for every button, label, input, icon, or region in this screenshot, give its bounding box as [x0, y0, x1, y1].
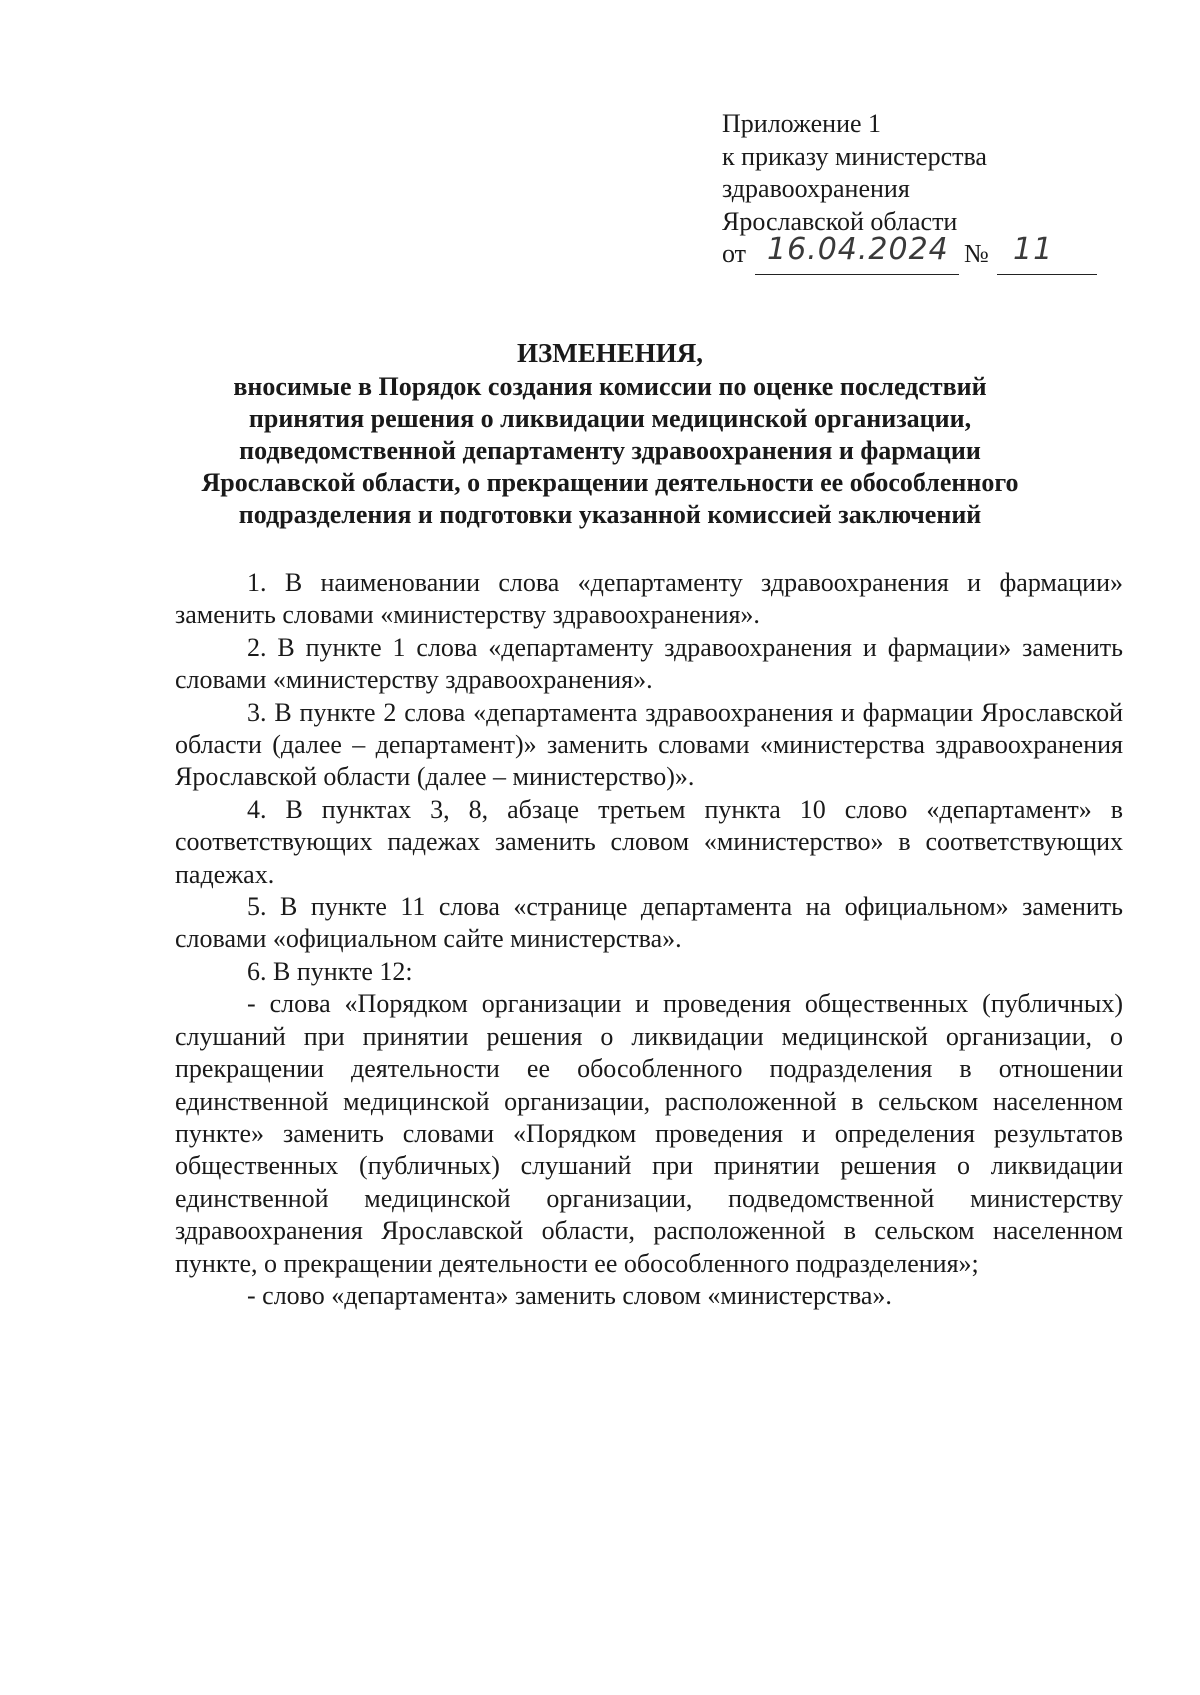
change-item-4: 4. В пунктах 3, 8, абзаце третьем пункта 10 слово «департамент» в соответствующих падежах заменить словом «министерство» в соответствующих падежах. [175, 794, 1123, 889]
appendix-line-3: здравоохранения [722, 174, 910, 203]
appendix-line-2: к приказу министерства [722, 141, 987, 171]
document-title [180, 337, 1040, 531]
document-body [175, 567, 1123, 1312]
appendix-line-1: Приложение 1 [722, 109, 882, 138]
title-subtitle-line: подведомственной департаменту здравоохранения и фармации [239, 436, 981, 465]
appendix-header [722, 108, 1122, 274]
change-item-1: 1. В наименовании слова «департаменту здравоохранения и фармации» заменить словами «министерству здравоохранения». [175, 568, 1123, 630]
title-main: ИЗМЕНЕНИЯ, [516, 338, 703, 368]
from-label: от [722, 239, 747, 268]
title-subtitle-line: вносимые в Порядок создания комиссии по оценке последствий [233, 372, 987, 401]
order-reference-line [722, 232, 1122, 274]
number-sign: № [964, 239, 989, 268]
handwritten-date: 16.04.2024 [767, 232, 949, 267]
number-field [997, 232, 1097, 275]
title-subtitle-line: Ярославской области, о прекращении деятельности ее обособленного [201, 468, 1019, 497]
change-item-6-sub-1: - слова «Порядком организации и проведения общественных (публичных) слушаний при принятии решения о ликвидации медицинской организации, о прекращении деятельности ее обособленного подразделения в отношении единственной медицинской организации, расположенной в сельском населенном пункте» заменить словами «Порядком проведения и определения результатов общественных (публичных) слушаний при принятии решения о ликвидации единственной медицинской организации, подведомственной министерству здравоохранения Ярославской области, расположенной в сельском населенном пункте, о прекращении деятельности ее обособленного подразделения»; [175, 989, 1123, 1278]
handwritten-number: 11 [1013, 232, 1054, 267]
change-item-5: 5. В пункте 11 слова «странице департамента на официальном» заменить словами «официальном сайте министерства». [175, 892, 1123, 954]
title-subtitle-line: подразделения и подготовки указанной комиссией заключений [238, 500, 982, 529]
date-field [755, 232, 959, 275]
title-subtitle-line: принятия решения о ликвидации медицинской организации, [248, 404, 972, 433]
change-item-2: 2. В пункте 1 слова «департаменту здравоохранения и фармации» заменить словами «министерству здравоохранения». [175, 632, 1123, 695]
appendix-line-4: Ярославской области [722, 206, 958, 236]
change-item-3: 3. В пункте 2 слова «департамента здравоохранения и фармации Ярославской области (далее – департамент)» заменить словами «министерства здравоохранения Ярославской области (далее – министерство)». [175, 697, 1123, 792]
change-item-6-sub-2: - слово «департамента» заменить словом «министерства». [247, 1280, 892, 1310]
change-item-6: 6. В пункте 12: [247, 956, 413, 986]
